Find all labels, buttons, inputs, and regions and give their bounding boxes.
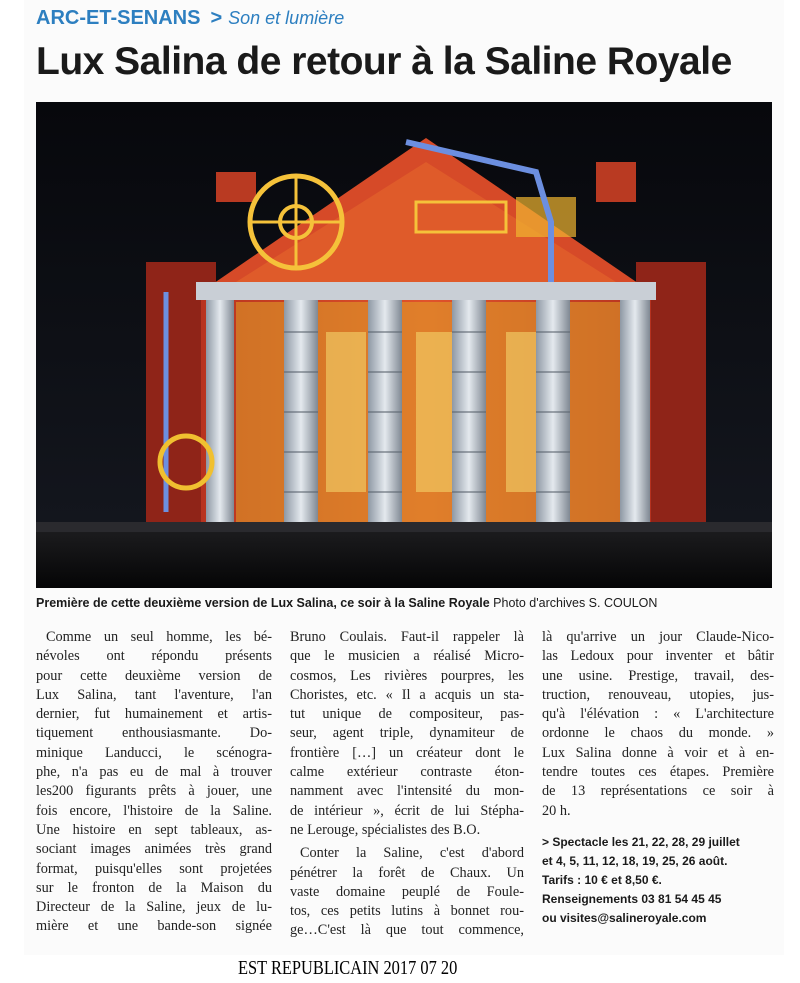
text-line: cosmos, Les rivières pourpres, les [290,667,524,684]
text-line: calme extérieur contraste éton- [290,764,524,781]
paragraph [290,628,524,840]
text-line: frontière […] un créateur dont le [290,744,524,761]
text-line: Lux Salina donne à voir et à en- [542,744,774,761]
info-line: Tarifs : 10 € et 8,50 €. [542,872,662,887]
paragraph [290,844,524,940]
text-line: pénétrer la forêt de Chaux. Un [290,864,524,881]
article-column-3 [542,628,774,928]
text-line: de intérieur », écrit de lui Stépha- [290,802,524,819]
text-line: las Ledoux pour inventer et bâtir [542,648,774,665]
text-line: dernier, fut humainement et artis- [36,706,272,723]
article-column-1 [36,628,272,937]
article-column-2 [290,628,524,941]
text-line: namment avec l'intensité du mon- [290,783,524,800]
photo-credit: Photo d'archives S. COULON [493,596,658,610]
kicker-rubric: Son et lumière [228,8,345,28]
text-line: que le musicien a réalisé Micro- [290,648,524,665]
text-line: Comme un seul homme, les bé- [46,629,272,645]
kicker-separator: > [210,7,223,29]
info-line: ou visites@salineroyale.com [542,910,707,925]
text-line: format, puisqu'elles sont projetées [36,860,272,877]
text-line: phe, n'a pas eu de mal à trouver [36,764,272,781]
caption-text: Première de cette deuxième version de Lux Salina, ce soir à la Saline Royale [36,596,490,610]
text-line: sociant images animées très grand [36,841,272,858]
photo-caption [36,594,776,612]
text-line: là qu'arrive un jour Claude-Nico- [542,629,774,645]
text-line: sur le fronton de la Maison du [36,879,272,896]
practical-info-box [542,833,774,928]
text-line: ne Lerouge, spécialistes des B.O. [290,821,481,838]
section-kicker [36,4,344,32]
text-line: tiquement enthousiasmante. Do- [36,725,272,742]
info-line: > Spectacle les 21, 22, 28, 29 juillet [542,834,740,849]
text-line: tendre toutes ces étapes. Première [542,764,774,781]
text-line: minique Landucci, le scénogra- [36,744,272,761]
text-line: Choristes, etc. « Il a acquis un sta- [290,686,524,703]
article-photo [36,102,772,588]
paragraph [36,628,272,937]
paragraph [542,628,774,821]
info-line: et 4, 5, 11, 12, 18, 19, 25, 26 août. [542,853,728,868]
text-line: ordonne le chaos du monde. » [542,725,774,742]
text-line: pour cette deuxième version de [36,667,272,684]
text-line: les200 figurants prêts à jouer, une [36,783,272,800]
text-line: névoles ont répondu présents [36,648,272,665]
text-line: tos, ces petits lutins à bonnet rou- [290,903,524,920]
text-line: Lux Salina, tant l'aventure, l'an [36,686,272,703]
text-line: Directeur de la Saline, jeux de lu- [36,899,272,916]
article-headline: Lux Salina de retour à la Saline Royale [36,40,732,83]
text-line: Bruno Coulais. Faut-il rappeler là [290,629,524,645]
text-line: Une histoire en sept tableaux, as- [36,821,272,838]
text-line: truction, renouveau, utopies, jus- [542,686,774,703]
text-line: Conter la Saline, c'est d'abord [300,845,524,862]
text-line: de 13 représentations ce soir à [542,783,774,800]
info-line: Renseignements 03 81 54 45 45 [542,891,722,906]
source-date-footer: EST REPUBLICAIN 2017 07 20 [238,957,458,979]
text-line: seur, agent triple, dynamiteur de [290,725,524,742]
text-line: tut unique de compositeur, pas- [290,706,524,723]
text-line: fois encore, l'histoire de la Saline. [36,802,272,819]
kicker-place: ARC-ET-SENANS [36,7,201,29]
text-line: mière et une bande-son signée [36,918,272,935]
text-line: ge…C'est là que tout commence, [290,922,524,939]
text-line: vaste domaine peuplé de Foule- [290,883,524,900]
text-line: 20 h. [542,802,571,819]
text-line: une usine. Prestige, travail, des- [542,667,774,684]
light-show-facade-image [36,102,772,588]
text-line: qu'à l'élévation : « L'architecture [542,706,774,723]
